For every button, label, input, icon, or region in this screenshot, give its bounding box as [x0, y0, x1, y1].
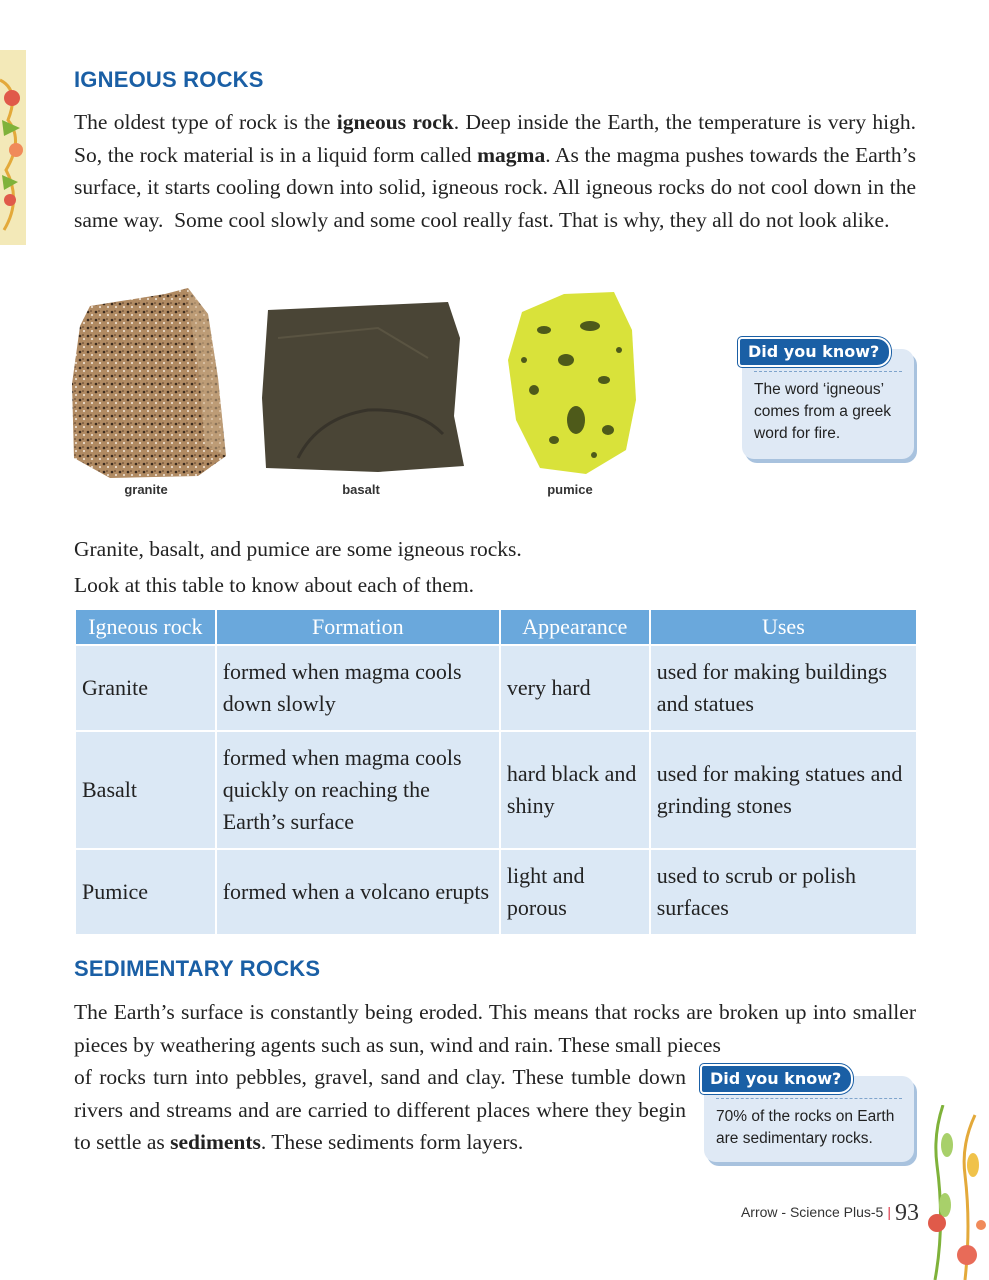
flower-border-left-decoration	[0, 50, 34, 245]
table-cell: formed when magma cools down slowly	[216, 645, 500, 731]
igneous-rocks-heading: IGNEOUS ROCKS	[74, 67, 264, 92]
table-cell: light and porous	[500, 849, 650, 935]
table-cell: used for making statues and grinding stones	[650, 731, 917, 849]
table-row	[75, 731, 917, 849]
table-cell: formed when a volcano erupts	[216, 849, 500, 935]
did-you-know-box-1	[742, 342, 914, 459]
sedimentary-paragraph-1: The Earth’s surface is constantly being eroded. This means that rocks are broken up into smaller pieces by weathering agents such as sun, wind and rain. These small pieces	[74, 1000, 916, 1057]
flower-border-right-decoration	[925, 1105, 989, 1280]
intro-line-2: Look at this table to know about each of them.	[74, 573, 475, 597]
page-footer	[741, 1200, 919, 1227]
pumice-caption: pumice	[547, 482, 593, 497]
table-row	[75, 849, 917, 935]
table-cell: very hard	[500, 645, 650, 731]
footer-separator: |	[887, 1204, 891, 1220]
granite-caption: granite	[124, 482, 168, 497]
did-you-know-divider-1	[754, 371, 902, 372]
table-cell: used for making buildings and statues	[650, 645, 917, 731]
did-you-know-text-1: The word ‘igneous’ comes from a greek word for fire.	[754, 381, 891, 442]
sedimentary-rocks-heading: SEDIMENTARY ROCKS	[74, 956, 321, 981]
book-title: Arrow - Science Plus-5	[740, 1204, 884, 1220]
basalt-image	[258, 298, 466, 474]
did-you-know-text-2: 70% of the rocks on Earth are sedimentary rocks.	[716, 1108, 895, 1147]
table-header-row	[75, 609, 917, 645]
table-cell: formed when magma cools quickly on reaching the Earth’s surface	[216, 731, 500, 849]
did-you-know-title-2: Did you know?	[700, 1064, 853, 1094]
table-header: Igneous rock	[75, 609, 216, 645]
pumice-image	[504, 290, 638, 478]
table-header: Appearance	[500, 609, 650, 645]
table-header: Formation	[216, 609, 500, 645]
did-you-know-divider-2	[716, 1098, 902, 1099]
table-header: Uses	[650, 609, 917, 645]
table-cell: hard black and shiny	[500, 731, 650, 849]
did-you-know-box-2	[704, 1069, 914, 1162]
did-you-know-title-1: Did you know?	[738, 337, 891, 367]
table-cell: Pumice	[75, 849, 216, 935]
intro-line-1: Granite, basalt, and pumice are some igneous rocks.	[74, 537, 522, 561]
igneous-rocks-table	[74, 608, 918, 936]
sedimentary-paragraph-2: of rocks turn into pebbles, gravel, sand and clay. These tumble down rivers and streams and are carried to different places where they begin to settle as sediments. These sediments form layers.	[74, 1065, 686, 1154]
table-cell: Basalt	[75, 731, 216, 849]
page-number: 93	[895, 1200, 919, 1226]
basalt-caption: basalt	[342, 482, 380, 497]
table-cell: Granite	[75, 645, 216, 731]
table-row	[75, 645, 917, 731]
granite-image	[70, 286, 226, 480]
igneous-rocks-paragraph: The oldest type of rock is the igneous rock. Deep inside the Earth, the temperature is very high. So, the rock material is in a liquid form called magma. As the magma pushes towards the Earth’s surface, it starts cooling down into solid, igneous rock. All igneous rocks do not cool down in the same way. Some cool slowly and some cool really fast. That is why, they all do not look alike.	[74, 110, 916, 232]
table-cell: used to scrub or polish surfaces	[650, 849, 917, 935]
